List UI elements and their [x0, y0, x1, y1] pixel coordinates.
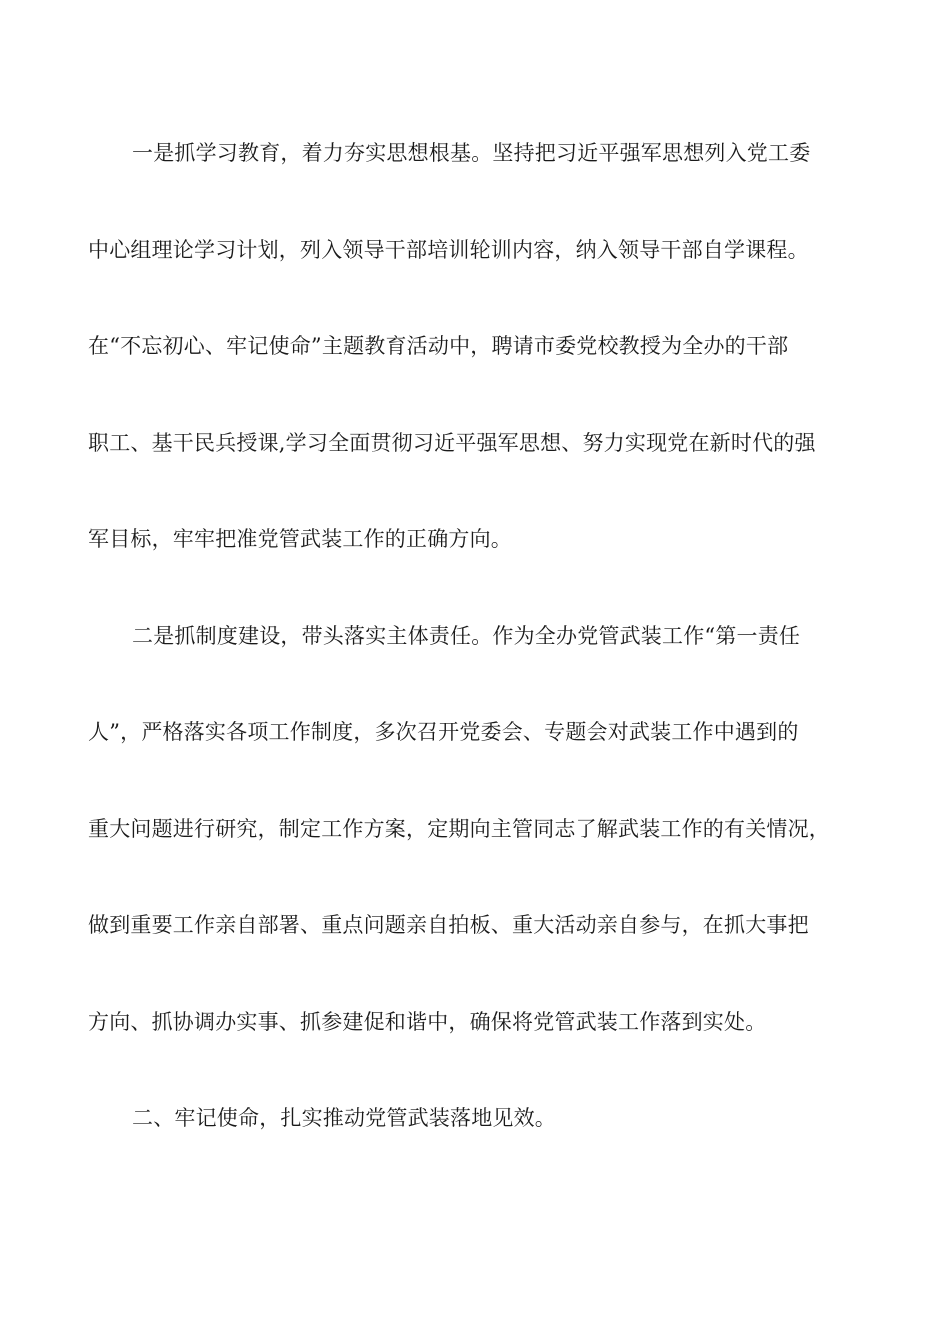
paragraph-1-line-1: 一是抓学习教育，着力夯实思想根基。坚持把习近平强军思想列入党工委: [132, 141, 811, 165]
paragraph-2-line-1: 二是抓制度建设，带头落实主体责任。作为全办党管武装工作“第一责任: [132, 623, 801, 648]
paragraph-2-line-2: 人”，严格落实各项工作制度，多次召开党委会、专题会对武装工作中遇到的: [88, 720, 799, 744]
paragraph-2-line-3: 重大问题进行研究，制定工作方案，定期向主管同志了解武装工作的有关情况，: [88, 816, 830, 841]
document-body: [88, 130, 858, 1192]
section-heading: 二、牢记使命，扎实推动党管武装落地见效。: [132, 1106, 556, 1130]
paragraph-1-line-2: 中心组理论学习计划，列入领导干部培训轮训内容，纳入领导干部自学课程。: [88, 237, 809, 262]
paragraph-2-line-5: 方向、抓协调办实事、抓参建促和谐中，确保将党管武装工作落到实处。: [88, 1009, 767, 1034]
paragraph-1-line-5: 军目标，牢牢把准党管武装工作的正确方向。: [88, 527, 512, 551]
paragraph-1-line-4: 职工、基干民兵授课,学习全面贯彻习近平强军思想、努力实现党在新时代的强: [88, 430, 816, 455]
paragraph-1-line-3: 在“不忘初心、牢记使命”主题教育活动中，聘请市委党校教授为全办的干部: [88, 334, 789, 358]
paragraph-2-line-4: 做到重要工作亲自部署、重点问题亲自拍板、重大活动亲自参与，在抓大事把: [88, 913, 809, 937]
